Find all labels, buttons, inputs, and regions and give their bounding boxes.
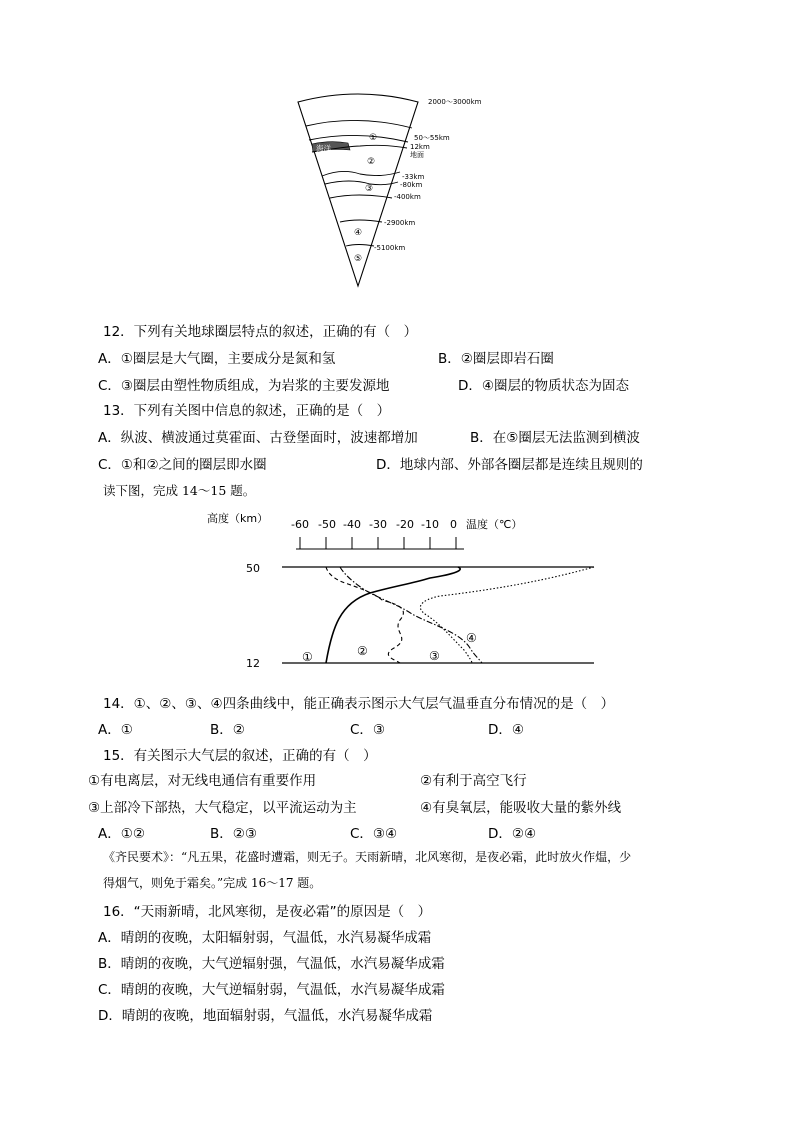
axis-ticks bbox=[300, 537, 456, 549]
curve-3-label: ③ bbox=[429, 649, 440, 663]
q14-option-b: B．② bbox=[210, 722, 245, 738]
height-50-label: 50 bbox=[246, 562, 260, 575]
tick-label: -20 bbox=[396, 518, 414, 531]
curve-2-label: ② bbox=[357, 644, 368, 658]
q15-statement-4: ④有臭氧层，能吸收大量的紫外线 bbox=[420, 800, 622, 816]
temperature-profile-chart bbox=[200, 508, 600, 670]
intro-14-15: 读下图，完成 14～15 题。 bbox=[103, 483, 256, 498]
q13-stem: 13．下列有关图中信息的叙述，正确的是（ ） bbox=[103, 403, 391, 419]
q14-stem: 14．①、②、③、④四条曲线中，能正确表示图示大气层气温垂直分布情况的是（ ） bbox=[103, 696, 615, 712]
q16-option-b: B．晴朗的夜晚，大气逆辐射强，气温低，水汽易凝华成霜 bbox=[98, 956, 445, 972]
tick-label: -50 bbox=[318, 518, 336, 531]
q13-option-a: A．纵波、横波通过莫霍面、古登堡面时，波速都增加 bbox=[98, 430, 418, 446]
tick-label: 0 bbox=[450, 518, 457, 531]
q15-statement-3: ③上部冷下部热，大气稳定，以平流运动为主 bbox=[88, 800, 357, 816]
layer-5-label: ⑤ bbox=[354, 254, 363, 264]
boundary-50km bbox=[306, 120, 412, 128]
q12-option-d: D．④圈层的物质状态为固态 bbox=[458, 378, 629, 394]
q16-option-a: A．晴朗的夜晚，太阳辐射弱，气温低，水汽易凝华成霜 bbox=[98, 930, 432, 946]
label-2900km: -2900km bbox=[384, 219, 416, 227]
layer-4-label: ④ bbox=[354, 228, 363, 238]
ocean-label: 海洋 bbox=[316, 144, 331, 153]
q15-statement-1: ①有电离层，对无线电通信有重要作用 bbox=[88, 773, 317, 789]
q15-option-c: C．③④ bbox=[350, 826, 398, 842]
q15-option-d: D．②④ bbox=[488, 826, 537, 842]
boundary-5100km bbox=[346, 245, 374, 247]
q16-stem: 16．“天雨新晴，北风寒彻，是夜必霜”的原因是（ ） bbox=[103, 904, 432, 920]
q12-option-b: B．②圈层即岩石圈 bbox=[438, 351, 554, 367]
boundary-2900km bbox=[340, 220, 382, 222]
label-12km: 12km bbox=[410, 143, 430, 151]
q12-option-c: C．③圈层由塑性物质组成，为岩浆的主要发源地 bbox=[98, 378, 390, 394]
tick-label: -60 bbox=[291, 518, 309, 531]
q14-option-c: C．③ bbox=[350, 722, 386, 738]
label-33km: -33km bbox=[402, 173, 425, 181]
boundary-33km bbox=[322, 171, 400, 176]
q16-option-c: C．晴朗的夜晚，大气逆辐射弱，气温低，水汽易凝华成霜 bbox=[98, 982, 445, 998]
layer-1-label: ① bbox=[369, 133, 378, 143]
layer-2-label: ② bbox=[367, 157, 376, 167]
curve-1-label: ① bbox=[302, 650, 313, 664]
q15-option-b: B．②③ bbox=[210, 826, 257, 842]
q12-stem: 12．下列有关地球圈层特点的叙述，正确的有（ ） bbox=[103, 324, 418, 340]
label-80km: -80km bbox=[400, 181, 423, 189]
layer-3-label: ③ bbox=[365, 184, 374, 194]
q16-option-d: D．晴朗的夜晚，地面辐射弱，气温低，水汽易凝华成霜 bbox=[98, 1008, 433, 1024]
q15-statement-2: ②有利于高空飞行 bbox=[420, 773, 527, 789]
label-5100km: -5100km bbox=[374, 244, 406, 252]
q13-option-b: B．在⑤圈层无法监测到横波 bbox=[470, 430, 640, 446]
label-50km: 50～55km bbox=[414, 134, 450, 142]
q13-option-d: D．地球内部、外部各圈层都是连续且规则的 bbox=[376, 457, 643, 473]
passage-line-2: 得烟气，则免于霜矣。”完成 16～17 题。 bbox=[103, 876, 322, 890]
chart-ylabel: 高度（km） bbox=[207, 512, 269, 525]
curve-4-label: ④ bbox=[466, 631, 477, 645]
tick-label: -30 bbox=[369, 518, 387, 531]
curve-3 bbox=[420, 567, 594, 663]
q12-option-a: A．①圈层是大气圈，主要成分是氮和氢 bbox=[98, 351, 336, 367]
height-12-label: 12 bbox=[246, 657, 260, 670]
boundary-400km bbox=[330, 195, 392, 198]
earth-layers-diagram bbox=[290, 88, 510, 293]
q14-option-d: D．④ bbox=[488, 722, 524, 738]
tick-label: -40 bbox=[343, 518, 361, 531]
label-outer: 2000～3000km bbox=[428, 98, 482, 106]
label-400km: -400km bbox=[394, 193, 421, 201]
tick-label: -10 bbox=[421, 518, 439, 531]
label-ground: 地面 bbox=[410, 151, 424, 159]
passage-line-1: 《齐民要术》：“凡五果，花盛时遭霜，则无子。天雨新晴，北风寒彻，是夜必霜，此时放火作煴，少 bbox=[103, 850, 632, 864]
q15-option-a: A．①② bbox=[98, 826, 145, 842]
q13-option-c: C．①和②之间的圈层即水圈 bbox=[98, 457, 267, 473]
chart-xlabel: 温度（℃） bbox=[466, 518, 523, 531]
q14-option-a: A．① bbox=[98, 722, 133, 738]
boundary-80km bbox=[325, 181, 398, 185]
boundary-12km bbox=[309, 135, 408, 142]
q15-stem: 15．有关图示大气层的叙述，正确的有（ ） bbox=[103, 748, 377, 764]
